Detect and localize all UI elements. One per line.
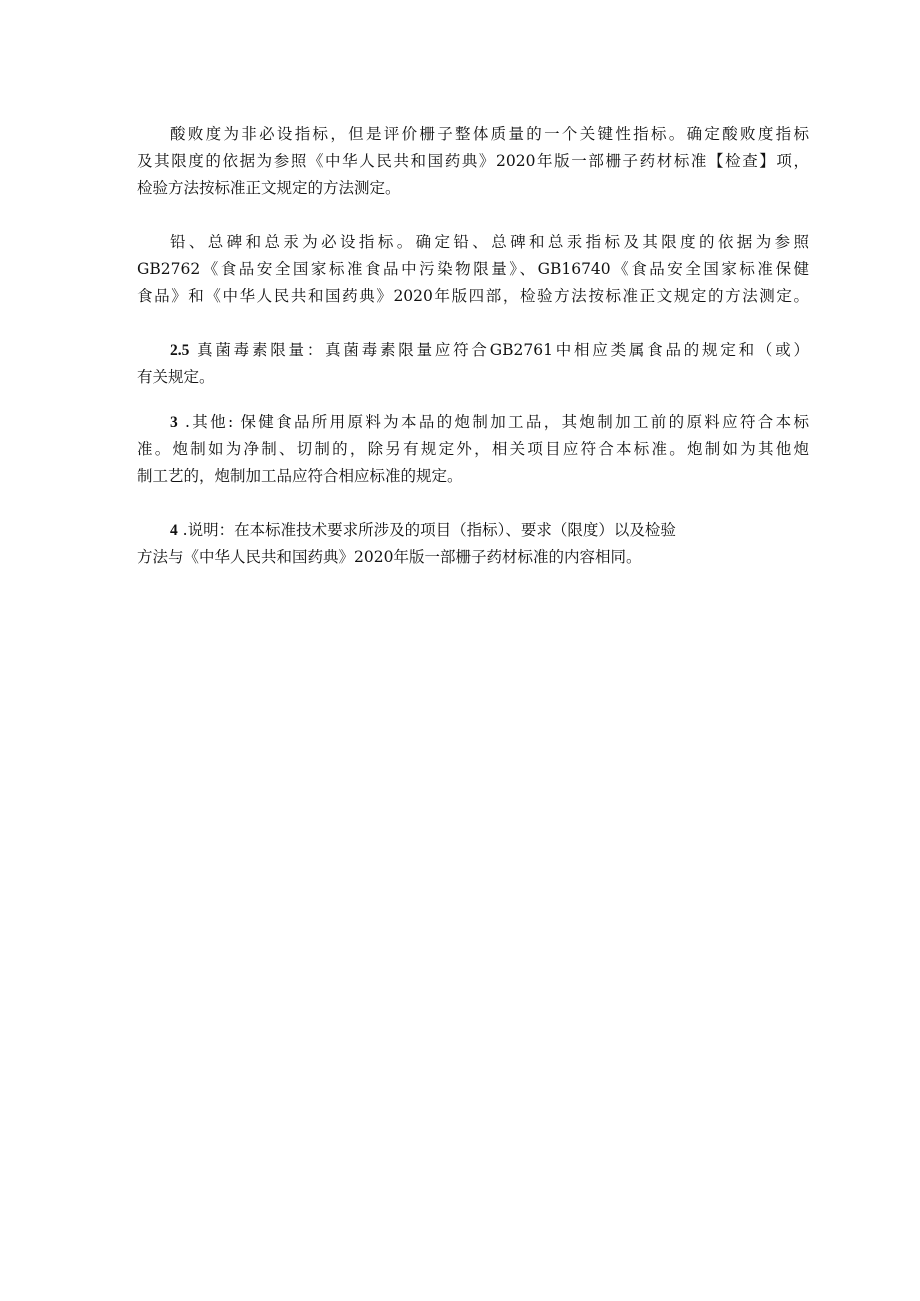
paragraph-line <box>137 409 809 436</box>
paragraph-line: 及其限度的依据为参照《中华人民共和国药典》2020年版一部栅子药材标准【检查】项， <box>137 152 809 170</box>
paragraph-rancidity <box>137 121 809 202</box>
paragraph-line: 制工艺的，炮制加工品应符合相应标准的规定。 <box>137 467 463 485</box>
paragraph-line: 有关规定。 <box>137 368 215 386</box>
section-3-other <box>137 409 809 490</box>
paragraph-line: 酸败度为非必设指标，但是评价栅子整体质量的一个关键性指标。确定酸败度指标 <box>170 125 809 143</box>
section-number: 3 <box>170 414 178 431</box>
section-text: .说明：在本标准技术要求所涉及的项目（指标）、要求（限度）以及检验 <box>177 521 676 539</box>
paragraph-line: 检验方法按标准正文规定的方法测定。 <box>137 179 401 197</box>
paragraph-line: 铅、总碑和总汞为必设指标。确定铅、总碑和总汞指标及其限度的依据为参照 <box>170 233 809 251</box>
paragraph-line <box>137 517 809 544</box>
section-text: .其他: 保健食品所用原料为本品的炮制加工品，其炮制加工前的原料应符合本标 <box>177 413 809 431</box>
paragraph-line: 方法与《中华人民共和国药典》2020年版一部栅子药材标准的内容相同。 <box>137 548 642 566</box>
paragraph-line: 食品》和《中华人民共和国药典》2020年版四部，检验方法按标准正文规定的方法测定。 <box>137 287 809 305</box>
paragraph-line: GB2762《食品安全国家标准食品中污染物限量》、GB16740《食品安全国家标准保健 <box>137 260 809 278</box>
paragraph-line: 准。炮制如为净制、切制的，除另有规定外，相关项目应符合本标准。炮制如为其他炮 <box>137 440 809 458</box>
paragraph-line <box>137 337 809 364</box>
paragraph-heavy-metals <box>137 229 809 310</box>
section-2-5-mycotoxin <box>137 337 809 391</box>
section-text: 真菌毒素限量：真菌毒素限量应符合GB2761中相应类属食品的规定和（或） <box>189 341 809 359</box>
section-number: 2.5 <box>170 342 190 359</box>
section-4-notes <box>137 517 809 571</box>
section-number: 4 <box>170 522 178 539</box>
